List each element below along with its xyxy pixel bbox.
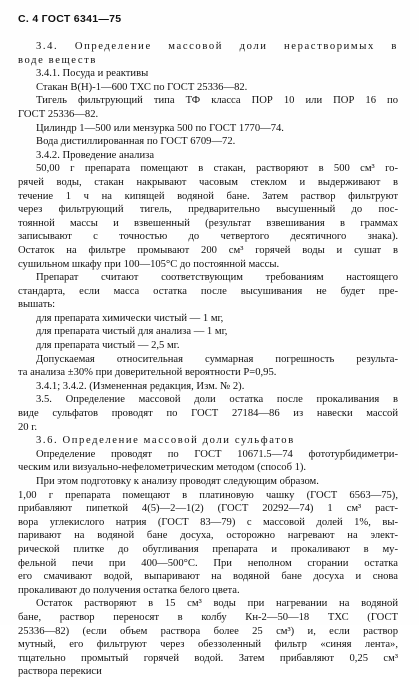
text-line: рической плитке до обугливания препарата и прокаливают в му-	[18, 543, 398, 555]
page-header: С. 4 ГОСТ 6341—75	[18, 13, 122, 25]
text-line: для препарата чистый — 2,5 мг.	[36, 340, 180, 352]
text-line: Препарат считают соответствующим требованиям настоящего	[36, 272, 398, 284]
text-line: для препарата химически чистый — 1 мг,	[36, 312, 224, 324]
text-line: сушильном шкафу при 100—105°С до постоянной массы.	[18, 258, 280, 270]
text-line: тоянной массы и взвешенный (результат взвешивания в граммах	[18, 217, 398, 229]
text-line: Стакан В(Н)-1—600 ТХС по ГОСТ 25336—82.	[36, 81, 248, 93]
text-line: 3.5. Определение массовой доли остатка после прокаливания в	[36, 394, 398, 406]
text-line: 25336—82) (если объем раствора более 25 см³) и, если раствор	[18, 625, 398, 637]
text-line: Остаток на фильтре промывают 200 см³ горячей воды и сушат в	[18, 244, 398, 256]
text-line: воде веществ	[18, 54, 97, 66]
text-line: 3.4.2. Проведение анализа	[36, 149, 155, 161]
text-line: виде сульфатов проводят по ГОСТ 27184—86 из навески массой	[18, 408, 398, 420]
text-line: рячей воды, стакан накрывают часовым стеклом и выдерживают в	[18, 176, 398, 188]
text-line: вора углекислого натрия (ГОСТ 83—79) с массовой долей 1%, вы-	[18, 516, 398, 528]
text-line: Остаток растворяют в 15 см³ воды при нагревании на водяной	[36, 598, 398, 610]
text-line: вышать:	[18, 299, 56, 311]
text-line: 50,00 г препарата помещают в стакан, растворяют в 500 см³ го-	[36, 163, 398, 175]
text-line: бане, раствор переносят в колбу Кн-2—50—18 ТХС (ГОСТ	[18, 611, 398, 623]
text-line: Вода дистиллированная по ГОСТ 6709—72.	[36, 136, 236, 148]
text-line: Тигель фильтрующий типа ТФ класса ПОР 10 или ПОР 16 по	[36, 95, 398, 107]
text-line: ческим или визуально-нефелометрическим методом (способ 1).	[18, 462, 307, 474]
text-line: 1,00 г препарата помещают в платиновую чашку (ГОСТ 6563—75),	[18, 489, 398, 501]
text-line: через фильтрующий тигель, предварительно высушенный до пос-	[18, 204, 398, 216]
text-line: 20 г.	[18, 421, 38, 433]
text-line: для препарата чистый для анализа — 1 мг,	[36, 326, 228, 338]
text-line: 3.6. Определение массовой доли сульфатов	[36, 435, 295, 447]
text-line: 3.4. Определение массовой доли нерастворимых в	[36, 41, 398, 52]
text-line: При этом подготовку к анализу проводят следующим образом.	[36, 476, 319, 487]
text-line: та анализа ±30% при доверительной вероятности P=0,95.	[18, 367, 277, 379]
text-line: тщательно промытый горячей водой. Затем прибавляют 0,25 см³	[18, 652, 398, 664]
text-line: фельной печи при 400—500°С. При неполном сгорании остатка	[18, 557, 398, 569]
text-line: Цилиндр 1—500 или мензурка 500 по ГОСТ 1770—74.	[36, 122, 284, 134]
text-line: ГОСТ 25336—82.	[18, 108, 99, 120]
text-line: прокаливают до получения остатка белого цвета.	[18, 584, 240, 596]
document-body	[18, 40, 398, 679]
text-line: раствора перекиси	[18, 666, 102, 678]
text-line: Допускаемая относительная суммарная погрешность результа-	[36, 353, 398, 365]
text-line: записывают с точностью до четвертого десятичного знака).	[18, 231, 398, 243]
text-line: его смачивают водой, выпаривают на водяной бане досуха и снова	[18, 571, 398, 583]
text-line: мутный, его фильтруют через обеззоленный фильтр «синяя лента»,	[18, 639, 398, 651]
text-line: 3.4.1; 3.4.2. (Измененная редакция, Изм. № 2).	[36, 380, 245, 392]
text-line: прибавляют пипеткой 4(5)—2—1(2) (ГОСТ 20292—74) 1 см³ раст-	[18, 503, 398, 515]
text-line: паривают на водяной бане досуха, осторожно нагревают на элект-	[18, 530, 398, 542]
text-line: стандарта, если масса остатка после высушивания не будет пре-	[18, 285, 398, 297]
text-line: 3.4.1. Посуда и реактивы	[36, 68, 149, 80]
text-line: Определение проводят по ГОСТ 10671.5—74 фототурбидиметри-	[36, 448, 398, 460]
text-line: течение 1 ч на кипящей водяной бане. Затем раствор фильтруют	[18, 190, 398, 202]
